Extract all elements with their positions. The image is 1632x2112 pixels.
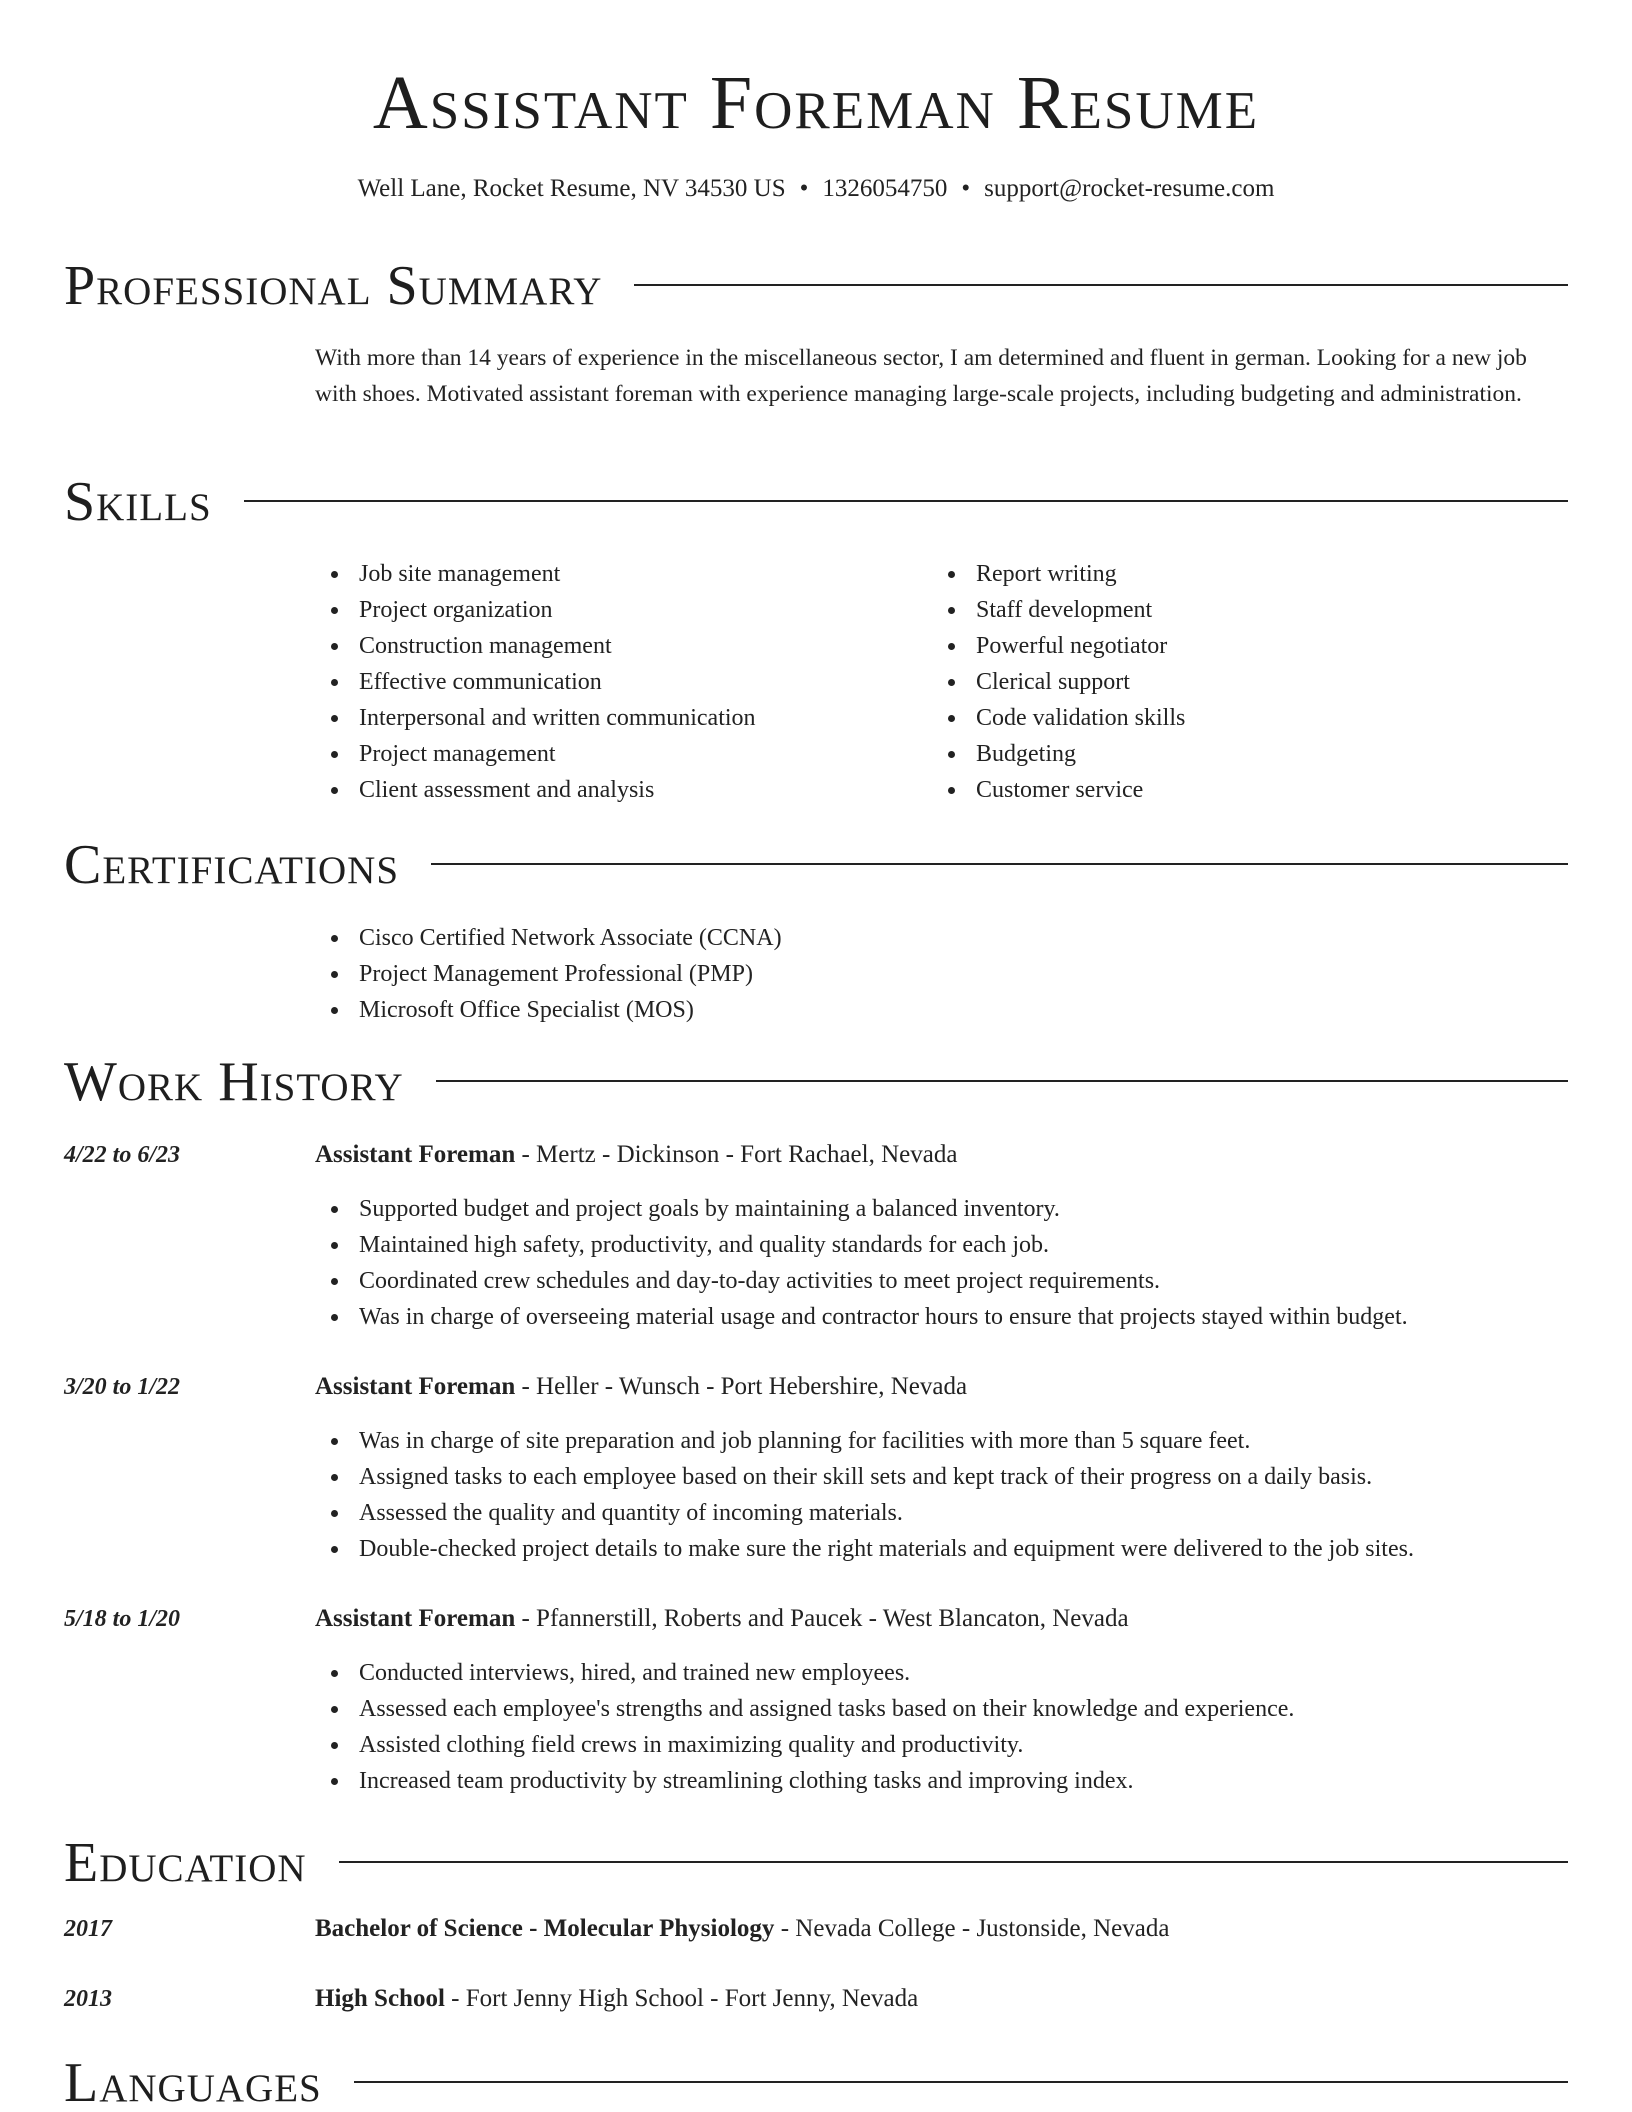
- skill-item: Customer service: [932, 772, 1532, 808]
- education-heading: [315, 1985, 918, 2013]
- job-bullet: Double-checked project details to make sure the right materials and equipment were delivered to the job sites.: [315, 1531, 1570, 1567]
- job-title: Assistant Foreman: [315, 1141, 516, 1168]
- job-heading: [315, 1141, 957, 1169]
- skill-item: Clerical support: [932, 664, 1532, 700]
- skill-item: Budgeting: [932, 736, 1532, 772]
- job-dates: 3/20 to 1/22: [64, 1374, 181, 1400]
- skill-item: Job site management: [315, 556, 915, 592]
- contact-line: [0, 175, 1632, 203]
- job-heading: [315, 1605, 1129, 1633]
- section-certifications-header: [64, 832, 1568, 898]
- section-title-certifications: Certifications: [64, 832, 431, 898]
- job-bullet: Maintained high safety, productivity, and quality standards for each job.: [315, 1227, 1570, 1263]
- education-details: - Nevada College - Justonside, Nevada: [774, 1915, 1170, 1942]
- job-bullet: Was in charge of overseeing material usage and contractor hours to ensure that projects stayed within budget.: [315, 1299, 1570, 1335]
- education-degree: Bachelor of Science - Molecular Physiology: [315, 1915, 775, 1942]
- contact-separator: •: [799, 175, 809, 202]
- contact-email[interactable]: support@rocket-resume.com: [984, 175, 1275, 202]
- certification-item: Project Management Professional (PMP): [315, 956, 1215, 992]
- section-title-skills: Skills: [64, 469, 244, 535]
- certification-item: Microsoft Office Specialist (MOS): [315, 992, 1215, 1028]
- section-title-work: Work History: [64, 1049, 436, 1115]
- section-title-summary: Professional Summary: [64, 253, 634, 319]
- section-languages-header: [64, 2050, 1568, 2112]
- job-dates: 4/22 to 6/23: [64, 1142, 181, 1168]
- section-education-header: [64, 1830, 1568, 1896]
- skills-list-right: [932, 556, 1532, 808]
- skill-item: Staff development: [932, 592, 1532, 628]
- job-bullet: Coordinated crew schedules and day-to-day activities to meet project requirements.: [315, 1263, 1570, 1299]
- certifications-list: [315, 920, 1215, 1028]
- education-year: 2017: [64, 1916, 112, 1942]
- job-bullets: [315, 1423, 1570, 1567]
- skill-item: Project management: [315, 736, 915, 772]
- skill-item: Powerful negotiator: [932, 628, 1532, 664]
- section-title-languages: Languages: [64, 2050, 354, 2112]
- skill-item: Project organization: [315, 592, 915, 628]
- resume-title: Assistant Foreman Resume: [372, 61, 1260, 145]
- section-summary-header: [64, 253, 1568, 319]
- contact-separator: •: [961, 175, 971, 202]
- job-title: Assistant Foreman: [315, 1605, 516, 1632]
- section-title-education: Education: [64, 1830, 339, 1896]
- skill-item: Report writing: [932, 556, 1532, 592]
- job-bullet: Assessed each employee's strengths and assigned tasks based on their knowledge and experience.: [315, 1691, 1570, 1727]
- job-bullet: Was in charge of site preparation and job planning for facilities with more than 5 square feet.: [315, 1423, 1570, 1459]
- section-work-header: [64, 1049, 1568, 1115]
- certification-item: Cisco Certified Network Associate (CCNA): [315, 920, 1215, 956]
- skill-item: Code validation skills: [932, 700, 1532, 736]
- skill-item: Effective communication: [315, 664, 915, 700]
- job-dates: 5/18 to 1/20: [64, 1606, 181, 1632]
- job-bullet: Assisted clothing field crews in maximizing quality and productivity.: [315, 1727, 1570, 1763]
- job-details: - Mertz - Dickinson - Fort Rachael, Nevada: [515, 1141, 958, 1168]
- skill-item: Construction management: [315, 628, 915, 664]
- job-details: - Heller - Wunsch - Port Hebershire, Nevada: [515, 1373, 968, 1400]
- job-heading: [315, 1373, 967, 1401]
- section-skills-header: [64, 469, 1568, 535]
- skills-list-left: [315, 556, 915, 808]
- education-details: - Fort Jenny High School - Fort Jenny, Nevada: [444, 1985, 919, 2012]
- job-details: - Pfannerstill, Roberts and Paucek - West Blancaton, Nevada: [515, 1605, 1129, 1632]
- job-title: Assistant Foreman: [315, 1373, 516, 1400]
- job-bullet: Assigned tasks to each employee based on their skill sets and kept track of their progress on a daily basis.: [315, 1459, 1570, 1495]
- section-rule: [64, 500, 1568, 502]
- job-bullet: Supported budget and project goals by maintaining a balanced inventory.: [315, 1191, 1570, 1227]
- job-bullets: [315, 1655, 1570, 1799]
- summary-text: With more than 14 years of experience in the miscellaneous sector, I am determined and fluent in german. Looking for a new job with shoes. Motivated assistant foreman with experience managing large-scale projects, including budgeting and administration.: [315, 345, 1527, 407]
- education-heading: [315, 1915, 1169, 1943]
- job-bullet: Increased team productivity by streamlining clothing tasks and improving index.: [315, 1763, 1570, 1799]
- job-bullet: Assessed the quality and quantity of incoming materials.: [315, 1495, 1570, 1531]
- job-bullets: [315, 1191, 1570, 1335]
- education-year: 2013: [64, 1986, 112, 2012]
- contact-phone: 1326054750: [822, 175, 948, 202]
- contact-address: Well Lane, Rocket Resume, NV 34530 US: [357, 175, 786, 202]
- skill-item: Client assessment and analysis: [315, 772, 915, 808]
- education-degree: High School: [315, 1985, 445, 2012]
- job-bullet: Conducted interviews, hired, and trained new employees.: [315, 1655, 1570, 1691]
- skill-item: Interpersonal and written communication: [315, 700, 915, 736]
